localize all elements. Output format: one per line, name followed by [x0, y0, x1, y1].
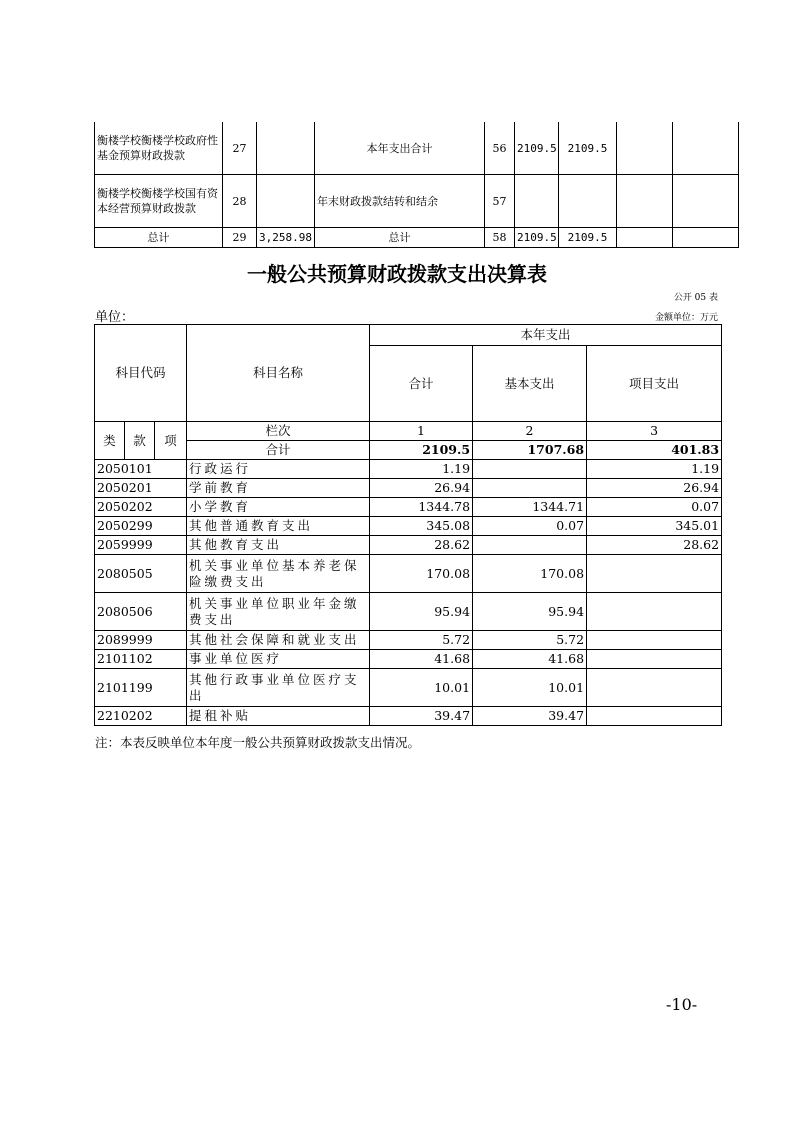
header-current-year: 本年支出 [370, 325, 722, 346]
amount-basic: 41.68 [473, 650, 587, 669]
amount-project: 345.01 [587, 517, 722, 536]
subject-code: 2050101 [95, 460, 187, 479]
table-row [95, 498, 722, 517]
subject-code: 2210202 [95, 707, 187, 726]
header-basic: 基本支出 [473, 346, 587, 422]
top-cell-v2: 2109.5 [559, 122, 617, 175]
subject-name: 事业单位医疗 [187, 650, 370, 669]
amount-basic: 39.47 [473, 707, 587, 726]
amount-total: 170.08 [370, 555, 473, 593]
amount-project: 1.19 [587, 460, 722, 479]
header-total: 合计 [370, 346, 473, 422]
amount-project [587, 650, 722, 669]
amount-basic: 10.01 [473, 669, 587, 707]
total-row-basic: 1707.68 [473, 441, 587, 460]
subject-code: 2050201 [95, 479, 187, 498]
top-cell-v4 [673, 228, 739, 248]
income-expenditure-table-continued [94, 122, 739, 248]
amount-basic: 170.08 [473, 555, 587, 593]
top-cell-line: 27 [223, 122, 257, 175]
total-row-label: 合计 [187, 441, 370, 460]
top-cell-v3 [617, 175, 673, 228]
subject-name: 小学教育 [187, 498, 370, 517]
total-row-project: 401.83 [587, 441, 722, 460]
amount-unit-label: 金额单位：万元 [654, 313, 718, 323]
subject-name: 其他行政事业单位医疗支出 [187, 669, 370, 707]
subject-code: 2080506 [95, 593, 187, 631]
unit-label: 单位： [95, 310, 135, 325]
top-cell-v1 [515, 175, 559, 228]
table-row [95, 555, 722, 593]
page-number: -10- [666, 995, 698, 1014]
top-cell-v4 [673, 175, 739, 228]
subject-name: 提租补贴 [187, 707, 370, 726]
header-col3: 3 [587, 422, 722, 441]
header-class: 类 [95, 422, 125, 460]
amount-total: 5.72 [370, 631, 473, 650]
table-row [95, 460, 722, 479]
table-row [95, 669, 722, 707]
subject-code: 2050299 [95, 517, 187, 536]
subject-name: 其他社会保障和就业支出 [187, 631, 370, 650]
amount-total: 1.19 [370, 460, 473, 479]
amount-basic [473, 479, 587, 498]
top-cell-v1: 2109.5 [515, 122, 559, 175]
header-column-no: 栏次 [187, 422, 370, 441]
header-item: 项 [155, 422, 187, 460]
subject-name: 机关事业单位职业年金缴费支出 [187, 593, 370, 631]
top-cell-name: 衡楼学校衡楼学校国有资本经营预算财政拨款 [95, 175, 223, 228]
subject-code: 2080505 [95, 555, 187, 593]
subject-code: 2050202 [95, 498, 187, 517]
top-cell-line: 29 [223, 228, 257, 248]
amount-total: 28.62 [370, 536, 473, 555]
top-cell-item: 总计 [315, 228, 485, 248]
subject-name: 其他普通教育支出 [187, 517, 370, 536]
table-row [95, 650, 722, 669]
top-table-row [95, 122, 739, 175]
top-cell-v2 [559, 175, 617, 228]
amount-project: 0.07 [587, 498, 722, 517]
header-section: 款 [125, 422, 155, 460]
expenditure-table [94, 324, 722, 726]
top-cell-line2: 56 [485, 122, 515, 175]
table-code: 公开 05 表 [673, 293, 718, 303]
header-subject-code: 科目代码 [95, 325, 187, 422]
top-table-row [95, 228, 739, 248]
subject-code: 2101199 [95, 669, 187, 707]
amount-project [587, 593, 722, 631]
top-cell-amount [257, 122, 315, 175]
top-cell-amount: 3,258.98 [257, 228, 315, 248]
header-col2: 2 [473, 422, 587, 441]
top-cell-name: 总计 [95, 228, 223, 248]
amount-project: 26.94 [587, 479, 722, 498]
amount-total: 1344.78 [370, 498, 473, 517]
header-project: 项目支出 [587, 346, 722, 422]
top-cell-line2: 57 [485, 175, 515, 228]
top-cell-line2: 58 [485, 228, 515, 248]
top-cell-v2: 2109.5 [559, 228, 617, 248]
footnote: 注：本表反映单位本年度一般公共预算财政拨款支出情况。 [95, 735, 421, 750]
table-row [95, 593, 722, 631]
header-subject-name: 科目名称 [187, 325, 370, 422]
top-cell-line: 28 [223, 175, 257, 228]
amount-project [587, 669, 722, 707]
table-row [95, 517, 722, 536]
top-cell-v4 [673, 122, 739, 175]
amount-total: 345.08 [370, 517, 473, 536]
top-cell-item: 年末财政拨款结转和结余 [315, 175, 485, 228]
top-cell-name: 衡楼学校衡楼学校政府性基金预算财政拨款 [95, 122, 223, 175]
amount-total: 41.68 [370, 650, 473, 669]
top-table-row [95, 175, 739, 228]
amount-basic: 1344.71 [473, 498, 587, 517]
subject-code: 2059999 [95, 536, 187, 555]
amount-basic [473, 536, 587, 555]
amount-basic: 95.94 [473, 593, 587, 631]
table-row [95, 631, 722, 650]
subject-name: 行政运行 [187, 460, 370, 479]
top-cell-v3 [617, 122, 673, 175]
amount-total: 95.94 [370, 593, 473, 631]
table-row [95, 479, 722, 498]
top-cell-v1: 2109.5 [515, 228, 559, 248]
table-row [95, 707, 722, 726]
amount-basic: 0.07 [473, 517, 587, 536]
amount-project [587, 631, 722, 650]
subject-name: 其他教育支出 [187, 536, 370, 555]
amount-project: 28.62 [587, 536, 722, 555]
top-cell-item: 本年支出合计 [315, 122, 485, 175]
subject-code: 2101102 [95, 650, 187, 669]
top-cell-amount [257, 175, 315, 228]
table-row [95, 536, 722, 555]
top-cell-v3 [617, 228, 673, 248]
subject-name: 机关事业单位基本养老保险缴费支出 [187, 555, 370, 593]
amount-basic: 5.72 [473, 631, 587, 650]
amount-total: 26.94 [370, 479, 473, 498]
subject-name: 学前教育 [187, 479, 370, 498]
page-title: 一般公共预算财政拨款支出决算表 [247, 262, 547, 286]
amount-project [587, 555, 722, 593]
amount-basic [473, 460, 587, 479]
amount-total: 39.47 [370, 707, 473, 726]
subject-code: 2089999 [95, 631, 187, 650]
amount-total: 10.01 [370, 669, 473, 707]
header-col1: 1 [370, 422, 473, 441]
amount-project [587, 707, 722, 726]
total-row-total: 2109.5 [370, 441, 473, 460]
